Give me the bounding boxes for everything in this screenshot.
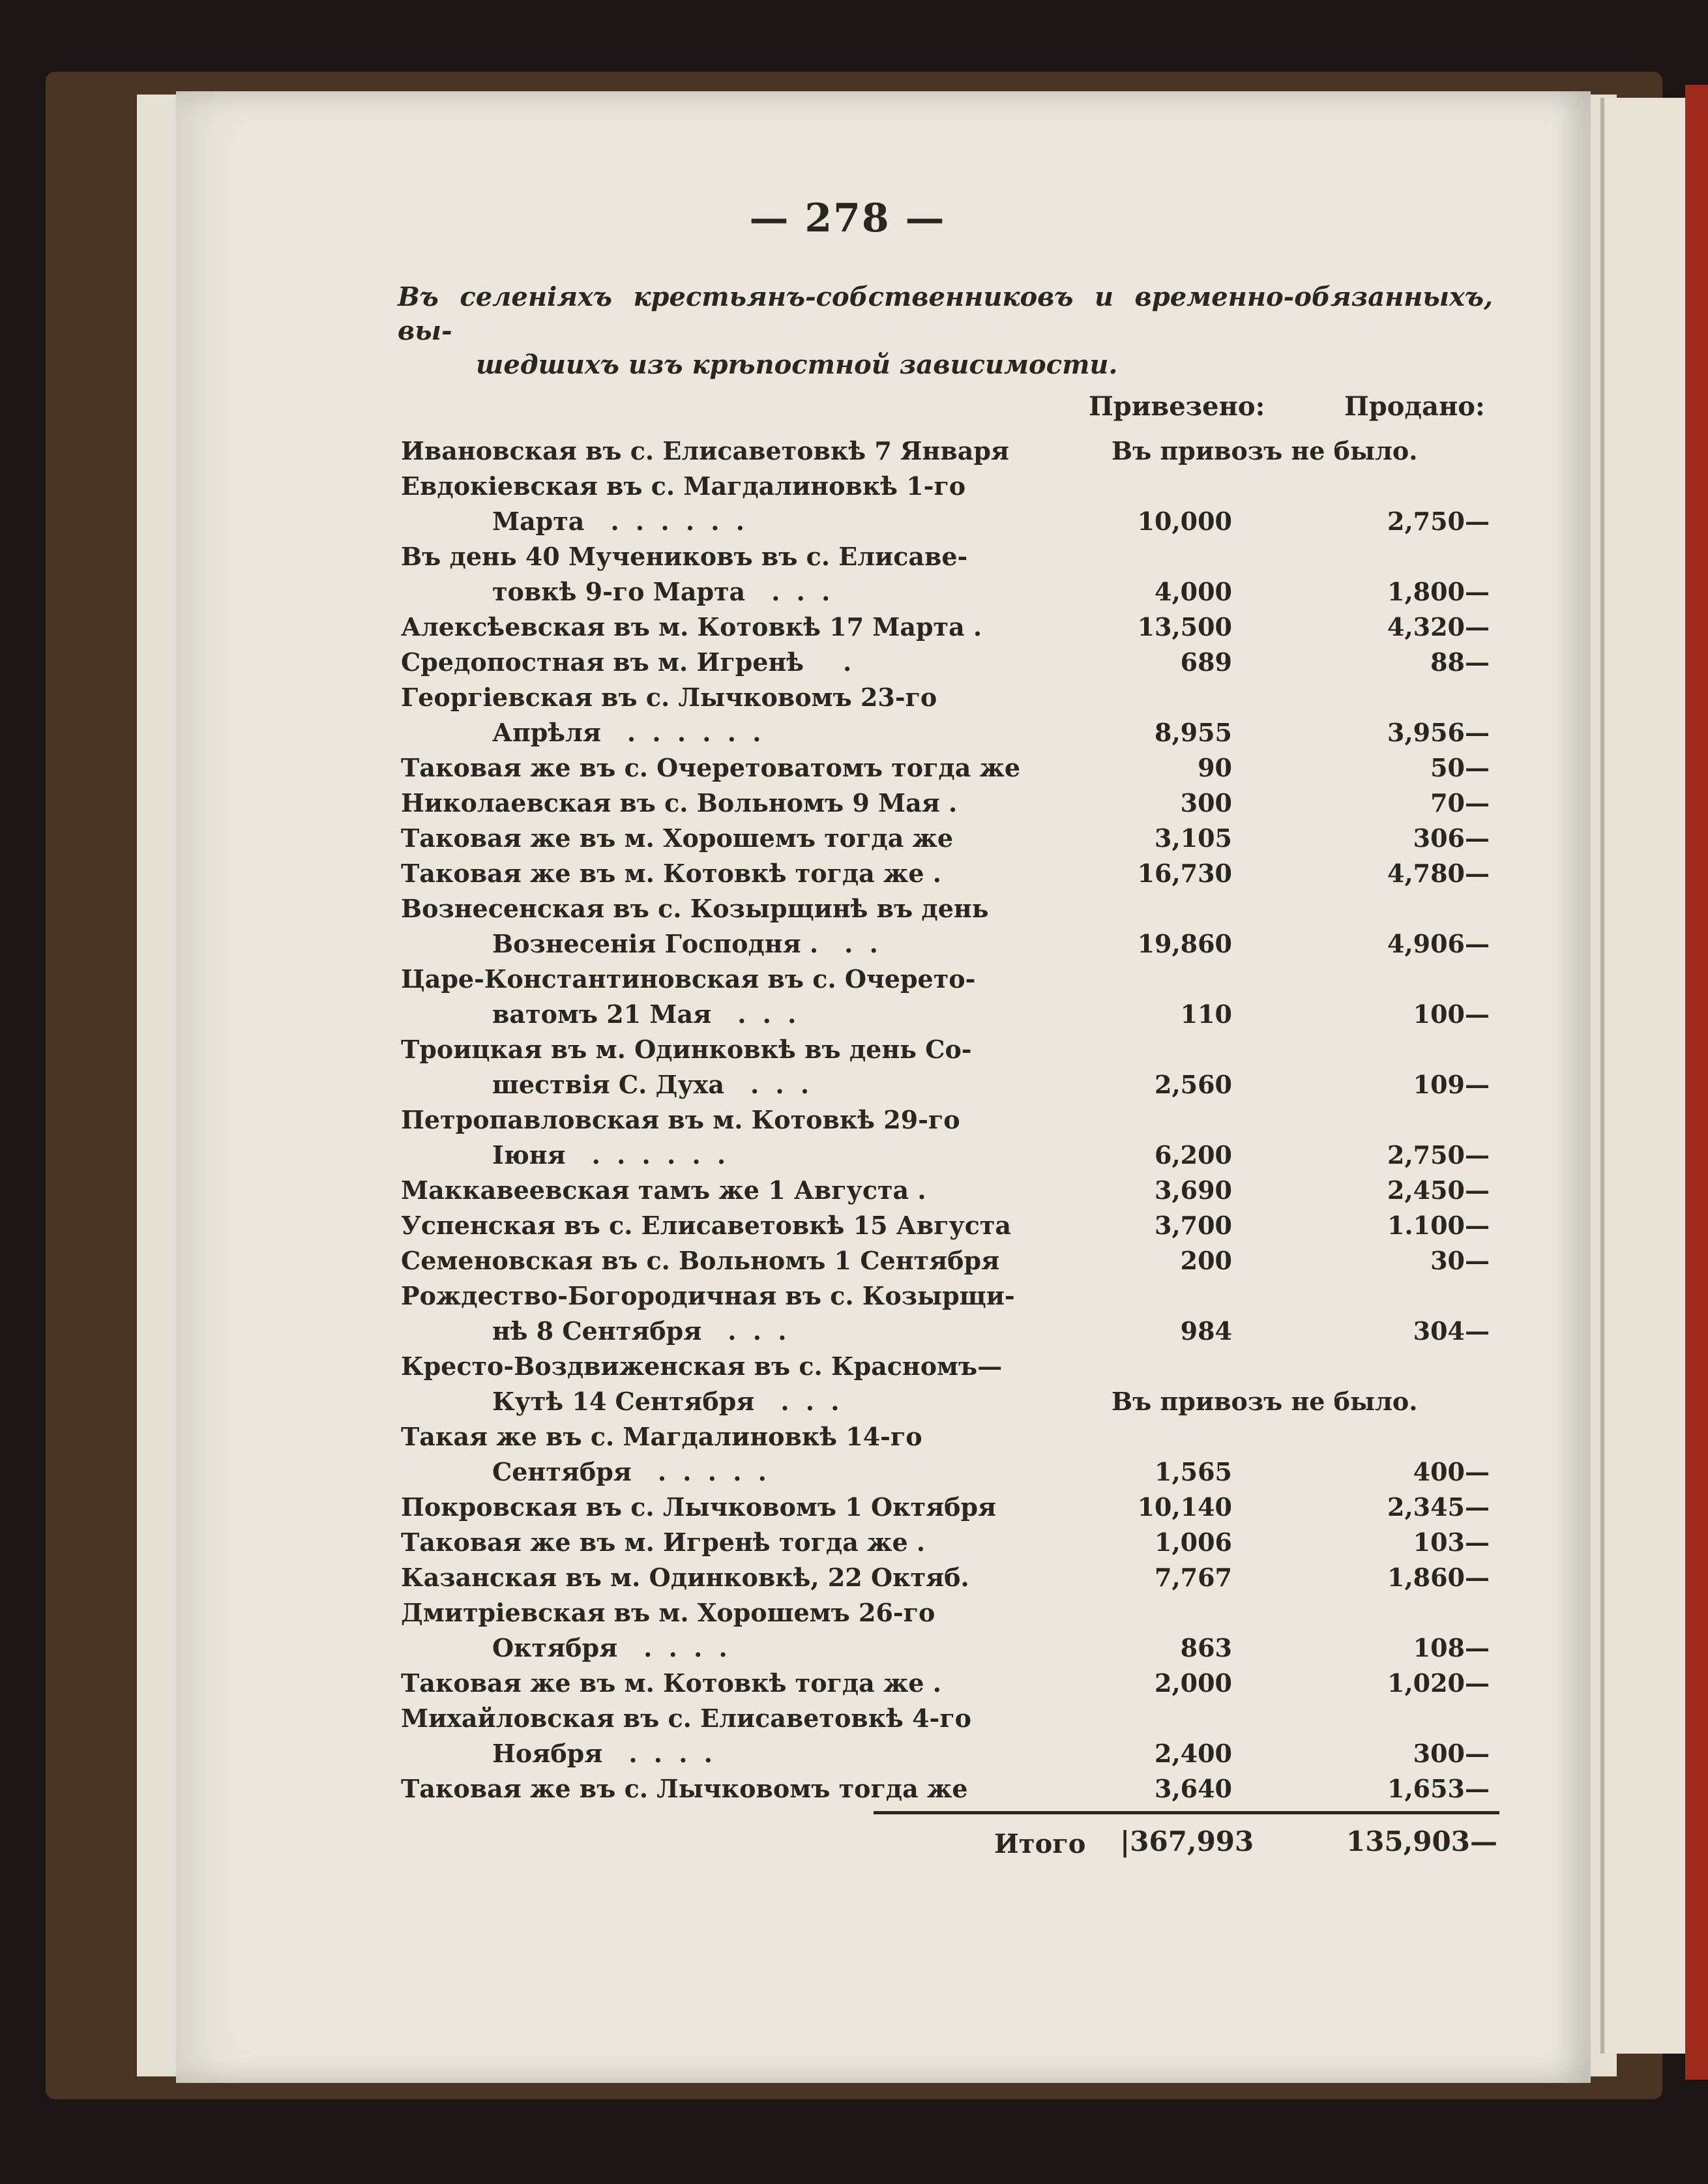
fair-name-line-2 — [401, 1138, 1053, 1173]
sold-value: 2,750— — [1387, 1140, 1490, 1170]
fair-name-line-1: Петропавловская въ м. Котовкѣ 29-го — [401, 1105, 960, 1134]
total-sold: 135,903— — [1346, 1825, 1497, 1857]
leader-dots: . . . . . — [657, 1457, 771, 1486]
fair-name-line-2-text: Марта — [492, 507, 585, 536]
fair-name-line-2 — [401, 1631, 1053, 1666]
fair-name-line-1: Троицкая въ м. Одинковкѣ въ день Со- — [401, 1035, 972, 1064]
brought-value: 689 — [1180, 647, 1232, 677]
fair-name-line-1: Таковая же въ м. Игренѣ тогда же . — [401, 1527, 926, 1557]
table-row — [401, 856, 1490, 891]
fair-name-line-2-text: Сентября — [492, 1457, 632, 1486]
heading-line-1: Въ селеніяхъ крестьянъ-собственниковъ и временно-обязанныхъ, вы- — [398, 282, 1493, 346]
table-row — [401, 1102, 1490, 1173]
sold-value: 70— — [1430, 788, 1490, 818]
fair-name-line-2-text: Вознесенія Господня . — [492, 929, 819, 958]
fair-name-line-1: Михайловская въ с. Елисаветовкѣ 4-го — [401, 1704, 971, 1733]
brought-value: 1,006 — [1155, 1527, 1232, 1557]
fair-name — [401, 1560, 1053, 1595]
column-header-sold: Продано: — [1344, 391, 1485, 422]
page-number: — 278 — — [749, 196, 946, 241]
sold-value: 1,860— — [1387, 1563, 1490, 1592]
brought-value: 984 — [1180, 1316, 1232, 1346]
table-row — [401, 1173, 1490, 1208]
brought-value: 19,860 — [1137, 929, 1232, 958]
table-row — [401, 891, 1490, 962]
sold-value: 109— — [1413, 1070, 1490, 1099]
brought-value: 6,200 — [1155, 1140, 1232, 1170]
brought-value: 10,000 — [1137, 507, 1232, 536]
fairs-table — [401, 434, 1490, 1807]
no-supply-note: Въ привозъ не было. — [1112, 436, 1418, 465]
fair-name-line-1: Маккавеевская тамъ же 1 Августа . — [401, 1175, 926, 1205]
fair-name-line-1: Успенская въ с. Елисаветовкѣ 15 Августа — [401, 1211, 1012, 1240]
table-row — [401, 645, 1490, 680]
fair-name-line-1: Дмитріевская въ м. Хорошемъ 26-го — [401, 1598, 935, 1627]
fair-name — [401, 539, 1053, 610]
brought-value: 300 — [1180, 788, 1232, 818]
fair-name-line-1: Кресто-Воздвиженская въ с. Красномъ— — [401, 1351, 1003, 1381]
table-row — [401, 962, 1490, 1032]
table-row — [401, 469, 1490, 539]
table-row — [401, 1701, 1490, 1771]
fair-name-line-2-text: ватомъ 21 Мая — [492, 999, 712, 1029]
fair-name-line-1: Таковая же въ м. Хорошемъ тогда же — [401, 823, 954, 853]
fair-name — [401, 891, 1053, 962]
fair-name-line-1: Въ день 40 Мучениковъ въ с. Елисаве- — [401, 542, 968, 571]
fair-name-line-2-text: Октября — [492, 1633, 618, 1662]
fair-name — [401, 1419, 1053, 1490]
heading-line-2: шедшихъ изъ крѣпостной зависимости. — [476, 349, 1118, 380]
sold-value: 304— — [1413, 1316, 1490, 1346]
brought-value: 200 — [1180, 1246, 1232, 1275]
fair-name-line-2-text: нѣ 8 Сентября — [492, 1316, 702, 1346]
leader-dots: . . . — [780, 1387, 844, 1416]
table-row — [401, 1278, 1490, 1349]
fair-name-line-2-text: Іюня — [492, 1140, 566, 1170]
fair-name — [401, 680, 1053, 750]
fair-name — [401, 1278, 1053, 1349]
table-row — [401, 1595, 1490, 1666]
fair-name-line-1: Таковая же въ с. Лычковомъ тогда же — [401, 1774, 968, 1803]
sold-value: 30— — [1430, 1246, 1490, 1275]
brought-value: 2,400 — [1155, 1739, 1232, 1768]
fair-name-line-2 — [401, 1314, 1053, 1349]
table-row — [401, 821, 1490, 856]
brought-value: 3,640 — [1155, 1774, 1232, 1803]
brought-value: 7,767 — [1155, 1563, 1232, 1592]
fair-name — [401, 962, 1053, 1032]
leader-dots: . . . — [771, 577, 834, 606]
fair-name-line-1: Вознесенская въ с. Козырщинѣ въ день — [401, 894, 989, 923]
fair-name-line-1: Евдокіевская въ с. Магдалиновкѣ 1-го — [401, 471, 966, 501]
fair-name — [401, 469, 1053, 539]
fair-name — [401, 1173, 1053, 1208]
table-row — [401, 1243, 1490, 1278]
fair-name — [401, 821, 1053, 856]
fair-name-line-1: Николаевская въ с. Вольномъ 9 Мая . — [401, 788, 958, 818]
fair-name — [401, 750, 1053, 786]
fair-name-line-2 — [401, 1384, 1053, 1419]
sold-value: 2,750— — [1387, 507, 1490, 536]
total-rule — [874, 1811, 1499, 1814]
no-supply-note: Въ привозъ не было. — [1112, 1387, 1418, 1416]
sold-value: 306— — [1413, 823, 1490, 853]
fair-name-line-1: Таковая же въ м. Котовкѣ тогда же . — [401, 859, 942, 888]
fair-name-line-2 — [401, 504, 1053, 539]
fair-name-line-1: Средопостная въ м. Игренѣ — [401, 647, 804, 677]
fair-name — [401, 1595, 1053, 1666]
brought-value: 3,690 — [1155, 1175, 1232, 1205]
brought-value: 4,000 — [1155, 577, 1232, 606]
fair-name — [401, 1208, 1053, 1243]
total-label: Итого — [994, 1829, 1086, 1859]
brought-value: 2,560 — [1155, 1070, 1232, 1099]
table-row — [401, 434, 1490, 469]
brought-value: 2,000 — [1155, 1668, 1232, 1698]
brought-value: 1,565 — [1155, 1457, 1232, 1486]
section-heading — [398, 280, 1493, 382]
table-row — [401, 1525, 1490, 1560]
fair-name-line-1: Ивановская въ с. Елисаветовкѣ 7 Января — [401, 436, 1010, 465]
fair-name-line-1: Алексѣевская въ м. Котовкѣ 17 Марта . — [401, 612, 982, 642]
table-row — [401, 1349, 1490, 1419]
fair-name-line-2 — [401, 1454, 1053, 1490]
fair-name-line-1: Царе-Константиновская въ с. Очерето- — [401, 964, 976, 994]
fair-name-line-2 — [401, 1736, 1053, 1771]
fair-name — [401, 1243, 1053, 1278]
fair-name-line-1: Георгіевская въ с. Лычковомъ 23-го — [401, 683, 937, 712]
brought-value: 13,500 — [1137, 612, 1232, 642]
column-header-brought: Привезено: — [1089, 391, 1265, 422]
fair-name — [401, 856, 1053, 891]
fair-name-line-2-text: Ноября — [492, 1739, 603, 1768]
brought-value: 8,955 — [1155, 718, 1232, 747]
leader-dots: . — [842, 647, 856, 677]
fair-name — [401, 434, 1053, 469]
table-row — [401, 1419, 1490, 1490]
fair-name-line-1: Покровская въ с. Лычковомъ 1 Октября — [401, 1492, 997, 1522]
total-brought: |367,993 — [1120, 1825, 1254, 1857]
sold-value: 1,800— — [1387, 577, 1490, 606]
sold-value: 1,653— — [1387, 1774, 1490, 1803]
sold-value: 50— — [1430, 753, 1490, 782]
fair-name — [401, 1525, 1053, 1560]
fair-name — [401, 1032, 1053, 1102]
table-row — [401, 680, 1490, 750]
table-row — [401, 786, 1490, 821]
fair-name — [401, 1701, 1053, 1771]
leader-dots: . . . — [737, 999, 801, 1029]
sold-value: 100— — [1413, 999, 1490, 1029]
fair-name — [401, 610, 1053, 645]
fair-name-line-2 — [401, 1067, 1053, 1102]
fair-name-line-2 — [401, 926, 1053, 962]
fair-name-line-1: Казанская въ м. Одинковкѣ, 22 Октяб. — [401, 1563, 969, 1592]
table-row — [401, 1032, 1490, 1102]
brought-value: 110 — [1180, 999, 1232, 1029]
sold-value: 1,020— — [1387, 1668, 1490, 1698]
fair-name-line-1: Рождество-Богородичная въ с. Козырщи- — [401, 1281, 1015, 1310]
table-row — [401, 1666, 1490, 1701]
sold-value: 108— — [1413, 1633, 1490, 1662]
brought-value: 3,105 — [1155, 823, 1232, 853]
table-row — [401, 1490, 1490, 1525]
fair-name — [401, 1349, 1053, 1419]
leader-dots: . . . . — [643, 1633, 731, 1662]
sold-value: 1.100— — [1387, 1211, 1490, 1240]
table-row — [401, 750, 1490, 786]
fair-name-line-2-text: товкѣ 9-го Марта — [492, 577, 746, 606]
fair-name — [401, 786, 1053, 821]
sold-value: 400— — [1413, 1457, 1490, 1486]
sold-value: 2,450— — [1387, 1175, 1490, 1205]
fair-name-line-1: Такая же въ с. Магдалиновкѣ 14-го — [401, 1422, 922, 1451]
fair-name — [401, 1102, 1053, 1173]
sold-value: 4,780— — [1387, 859, 1490, 888]
sold-value: 4,320— — [1387, 612, 1490, 642]
brought-value: 3,700 — [1155, 1211, 1232, 1240]
fair-name-line-2 — [401, 715, 1053, 750]
sold-value: 4,906— — [1387, 929, 1490, 958]
brought-value: 16,730 — [1137, 859, 1232, 888]
fair-name-line-2-text: Кутѣ 14 Сентября — [492, 1387, 755, 1416]
sold-value: 300— — [1413, 1739, 1490, 1768]
brought-value: 90 — [1198, 753, 1232, 782]
table-row — [401, 610, 1490, 645]
red-page-edge — [1685, 85, 1708, 2080]
fair-name-line-2-text: Апрѣля — [492, 718, 601, 747]
leader-dots: . . . . — [628, 1739, 716, 1768]
fair-name-line-1: Таковая же въ с. Очеретоватомъ тогда же — [401, 753, 1021, 782]
fair-name-line-1: Таковая же въ м. Котовкѣ тогда же . — [401, 1668, 942, 1698]
leader-dots: . . . . . . — [591, 1140, 730, 1170]
fair-name-line-2 — [401, 997, 1053, 1032]
leader-dots: . . — [844, 929, 882, 958]
table-row — [401, 539, 1490, 610]
leader-dots: . . . — [728, 1316, 791, 1346]
fair-name-line-2 — [401, 574, 1053, 610]
fair-name-line-2-text: шествія С. Духа — [492, 1070, 724, 1099]
table-row — [401, 1771, 1490, 1807]
fair-name-line-1: Семеновская въ с. Вольномъ 1 Сентября — [401, 1246, 1000, 1275]
sold-value: 2,345— — [1387, 1492, 1490, 1522]
fair-name — [401, 1771, 1053, 1807]
fair-name — [401, 645, 1053, 680]
table-row — [401, 1208, 1490, 1243]
sold-value: 3,956— — [1387, 718, 1490, 747]
brought-value: 863 — [1180, 1633, 1232, 1662]
sold-value: 103— — [1413, 1527, 1490, 1557]
fair-name — [401, 1490, 1053, 1525]
sold-value: 88— — [1430, 647, 1490, 677]
leader-dots: . . . . . . — [610, 507, 748, 536]
leader-dots: . . . — [750, 1070, 814, 1099]
table-row — [401, 1560, 1490, 1595]
fair-name — [401, 1666, 1053, 1701]
brought-value: 10,140 — [1137, 1492, 1232, 1522]
leader-dots: . . . . . . — [626, 718, 765, 747]
